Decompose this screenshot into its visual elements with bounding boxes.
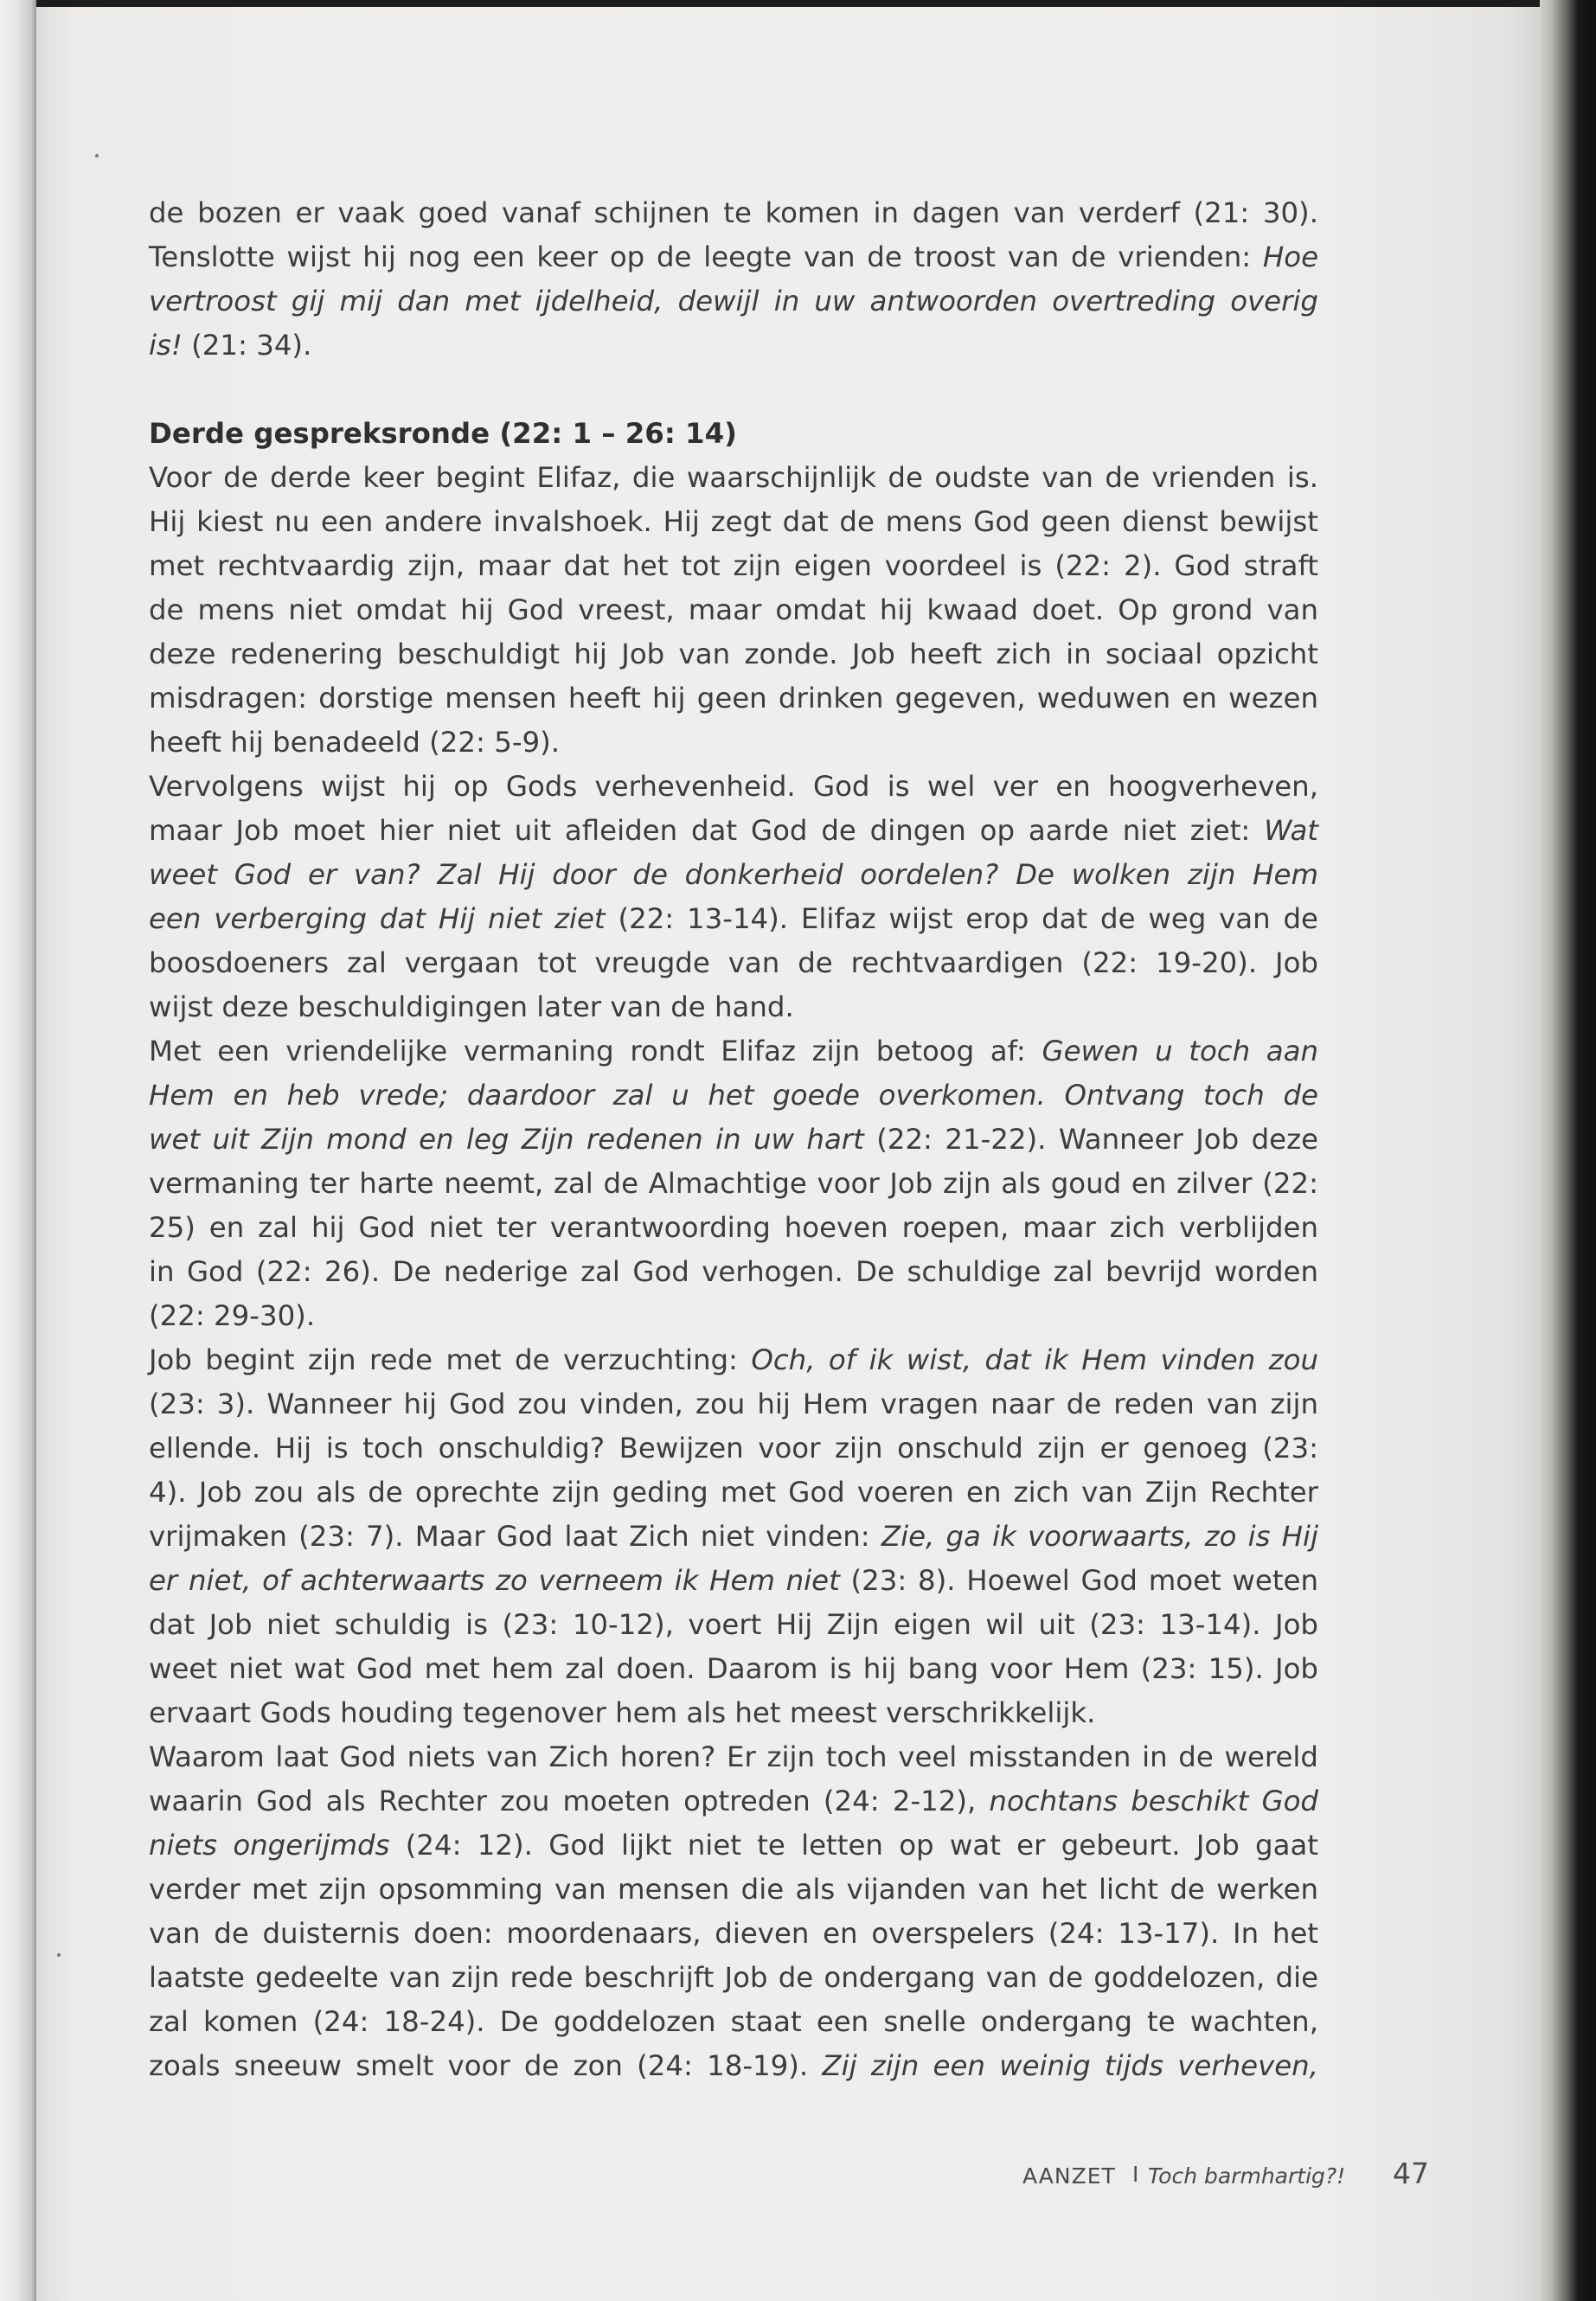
text-span: van de duisternis doen: moordenaars, dieven en overspelers (24: 13-17). In het bbox=[149, 1917, 1318, 1950]
scan-speck bbox=[57, 1953, 61, 1957]
text-line bbox=[149, 1426, 1318, 1471]
scan-speck bbox=[95, 154, 99, 157]
text-span: (22: 13-14). Elifaz wijst erop dat de weg van de bbox=[605, 902, 1318, 935]
text-span: Derde gespreksronde (22: 1 – 26: 14) bbox=[149, 417, 737, 450]
text-span: (24: 12). God lijkt niet te letten op wat er gebeurt. Job gaat bbox=[389, 1829, 1318, 1862]
text-span: Vervolgens wijst hij op Gods verhevenheid. God is wel ver en hoogverheven, bbox=[149, 770, 1318, 803]
text-line bbox=[149, 676, 1318, 721]
italic-quote: Wat bbox=[1264, 814, 1318, 847]
italic-quote: Zie, ga ik voorwaarts, zo is Hij bbox=[881, 1520, 1319, 1553]
text-line bbox=[149, 985, 1318, 1029]
text-line bbox=[149, 1294, 1318, 1338]
page-number: 47 bbox=[1393, 2157, 1429, 2190]
body-text bbox=[149, 191, 1318, 2088]
italic-quote: vertroost gij mij dan met ijdelheid, dewijl in uw antwoorden overtreding overig bbox=[149, 285, 1318, 317]
text-span: ellende. Hij is toch onschuldig? Bewijzen voor zijn onschuld zijn er genoeg (23: bbox=[149, 1432, 1318, 1465]
text-span: ervaart Gods houding tegenover hem als het meest verschrikkelijk. bbox=[149, 1696, 1096, 1729]
text-span: de mens niet omdat hij God vreest, maar omdat hij kwaad doet. Op grond van bbox=[149, 593, 1318, 626]
text-line bbox=[149, 2044, 1318, 2088]
text-span: wijst deze beschuldigingen later van de hand. bbox=[149, 990, 794, 1023]
text-line bbox=[149, 1250, 1318, 1294]
italic-quote: Gewen u toch aan bbox=[1042, 1035, 1318, 1067]
italic-quote: weet God er van? Zal Hij door de donkerheid oordelen? De wolken zijn Hem bbox=[149, 858, 1318, 891]
text-span: Job begint zijn rede met de verzuchting: bbox=[149, 1343, 752, 1376]
text-line bbox=[149, 1118, 1318, 1162]
text-span: verder met zijn opsomming van mensen die als vijanden van het licht de werken bbox=[149, 1873, 1318, 1906]
text-line bbox=[149, 324, 1318, 368]
italic-quote: niets ongerijmds bbox=[149, 1829, 390, 1862]
footer-separator: I bbox=[1132, 2162, 1139, 2187]
italic-quote: is! bbox=[149, 329, 183, 362]
text-line bbox=[149, 2000, 1318, 2044]
text-line bbox=[149, 1823, 1318, 1868]
italic-quote: wet uit Zijn mond en leg Zijn redenen in uw hart bbox=[149, 1123, 864, 1156]
text-line bbox=[149, 1162, 1318, 1206]
text-span: vrijmaken (23: 7). Maar God laat Zich niet vinden: bbox=[149, 1520, 881, 1553]
text-line bbox=[149, 853, 1318, 897]
text-line bbox=[149, 500, 1318, 544]
italic-quote: Hem en heb vrede; daardoor zal u het goede overkomen. Ontvang toch de bbox=[149, 1079, 1318, 1112]
paragraph-gap bbox=[149, 368, 1318, 412]
italic-quote: Zij zijn een weinig tijds verheven, bbox=[822, 2049, 1319, 2082]
text-line bbox=[149, 1029, 1318, 1074]
text-span: zal komen (24: 18-24). De goddelozen staat een snelle ondergang te wachten, bbox=[149, 2005, 1318, 2038]
running-footer bbox=[936, 2157, 1429, 2200]
text-span: 25) en zal hij God niet ter verantwoording hoeven roepen, maar zich verblijden bbox=[149, 1211, 1318, 1244]
text-line bbox=[149, 1074, 1318, 1118]
text-span: Waarom laat God niets van Zich horen? Er zijn toch veel misstanden in de wereld bbox=[149, 1740, 1318, 1773]
italic-quote: nochtans beschikt God bbox=[989, 1785, 1318, 1817]
text-line bbox=[149, 1647, 1318, 1691]
text-span: weet niet wat God met hem zal doen. Daarom is hij bang voor Hem (23: 15). Job bbox=[149, 1652, 1318, 1685]
text-line bbox=[149, 1603, 1318, 1647]
text-span: (22: 21-22). Wanneer Job deze bbox=[863, 1123, 1318, 1156]
text-span: Tenslotte wijst hij nog een keer op de leegte van de troost van de vrienden: bbox=[149, 240, 1263, 273]
text-line bbox=[149, 809, 1318, 853]
section-heading bbox=[149, 412, 1318, 456]
text-span: zoals sneeuw smelt voor de zon (24: 18-19). bbox=[149, 2049, 823, 2082]
text-line bbox=[149, 1382, 1318, 1426]
text-line bbox=[149, 1206, 1318, 1250]
footer-article-title: Toch barmhartig?! bbox=[1148, 2163, 1346, 2189]
text-line bbox=[149, 1735, 1318, 1779]
text-line bbox=[149, 1779, 1318, 1823]
text-line bbox=[149, 588, 1318, 632]
text-span: Met een vriendelijke vermaning rondt Elifaz zijn betoog af: bbox=[149, 1035, 1042, 1067]
text-line bbox=[149, 1691, 1318, 1735]
italic-quote: Hoe bbox=[1262, 240, 1318, 273]
footer-magazine-name: AANZET bbox=[1022, 2163, 1116, 2189]
text-line bbox=[149, 279, 1318, 324]
italic-quote: Och, of ik wist, dat ik Hem vinden zou bbox=[751, 1343, 1318, 1376]
text-span: 4). Job zou als de oprechte zijn geding met God voeren en zich van Zijn Rechter bbox=[149, 1476, 1318, 1509]
text-span: vermaning ter harte neemt, zal de Almachtige voor Job zijn als goud en zilver (22: bbox=[149, 1167, 1318, 1200]
text-line bbox=[149, 721, 1318, 765]
text-span: (23: 8). Hoewel God moet weten bbox=[839, 1564, 1319, 1597]
italic-quote: een verberging dat Hij niet ziet bbox=[149, 902, 606, 935]
scan-right-edge bbox=[1540, 0, 1596, 2301]
text-line bbox=[149, 941, 1318, 985]
text-span: heeft hij benadeeld (22: 5-9). bbox=[149, 726, 561, 759]
text-line bbox=[149, 1338, 1318, 1382]
text-span: misdragen: dorstige mensen heeft hij geen drinken gegeven, weduwen en wezen bbox=[149, 682, 1318, 715]
text-line bbox=[149, 235, 1318, 279]
text-line bbox=[149, 897, 1318, 941]
text-line bbox=[149, 1868, 1318, 1912]
text-span: Hij kiest nu een andere invalshoek. Hij zegt dat de mens God geen dienst bewijst bbox=[149, 505, 1318, 538]
text-line bbox=[149, 456, 1318, 500]
text-line bbox=[149, 1471, 1318, 1515]
book-page bbox=[36, 7, 1540, 2301]
text-line bbox=[149, 544, 1318, 588]
text-span: Voor de derde keer begint Elifaz, die waarschijnlijk de oudste van de vrienden is. bbox=[149, 461, 1318, 494]
text-span: (23: 3). Wanneer hij God zou vinden, zou hij Hem vragen naar de reden van zijn bbox=[149, 1388, 1318, 1420]
text-span: boosdoeners zal vergaan tot vreugde van de rechtvaardigen (22: 19-20). Job bbox=[149, 946, 1318, 979]
text-line bbox=[149, 1956, 1318, 2000]
text-span: de bozen er vaak goed vanaf schijnen te komen in dagen van verderf (21: 30). bbox=[149, 196, 1318, 229]
italic-quote: er niet, of achterwaarts zo verneem ik Hem niet bbox=[149, 1564, 840, 1597]
text-span: deze redenering beschuldigt hij Job van zonde. Job heeft zich in sociaal opzicht bbox=[149, 638, 1318, 670]
text-span: laatste gedeelte van zijn rede beschrijft Job de ondergang van de goddelozen, die bbox=[149, 1961, 1318, 1994]
text-line bbox=[149, 765, 1318, 809]
text-line bbox=[149, 1515, 1318, 1559]
scan-left-edge bbox=[0, 0, 36, 2301]
text-span: dat Job niet schuldig is (23: 10-12), voert Hij Zijn eigen wil uit (23: 13-14). Job bbox=[149, 1608, 1318, 1641]
text-line bbox=[149, 632, 1318, 676]
text-span: (22: 29-30). bbox=[149, 1299, 316, 1332]
text-span: met rechtvaardig zijn, maar dat het tot zijn eigen voordeel is (22: 2). God straft bbox=[149, 549, 1318, 582]
text-line bbox=[149, 1559, 1318, 1603]
text-line bbox=[149, 1912, 1318, 1956]
text-span: waarin God als Rechter zou moeten optreden (24: 2-12), bbox=[149, 1785, 990, 1817]
text-span: (21: 34). bbox=[182, 329, 312, 362]
text-line bbox=[149, 191, 1318, 235]
text-span: maar Job moet hier niet uit afleiden dat God de dingen op aarde niet ziet: bbox=[149, 814, 1265, 847]
text-span: in God (22: 26). De nederige zal God verhogen. De schuldige zal bevrijd worden bbox=[149, 1255, 1318, 1288]
